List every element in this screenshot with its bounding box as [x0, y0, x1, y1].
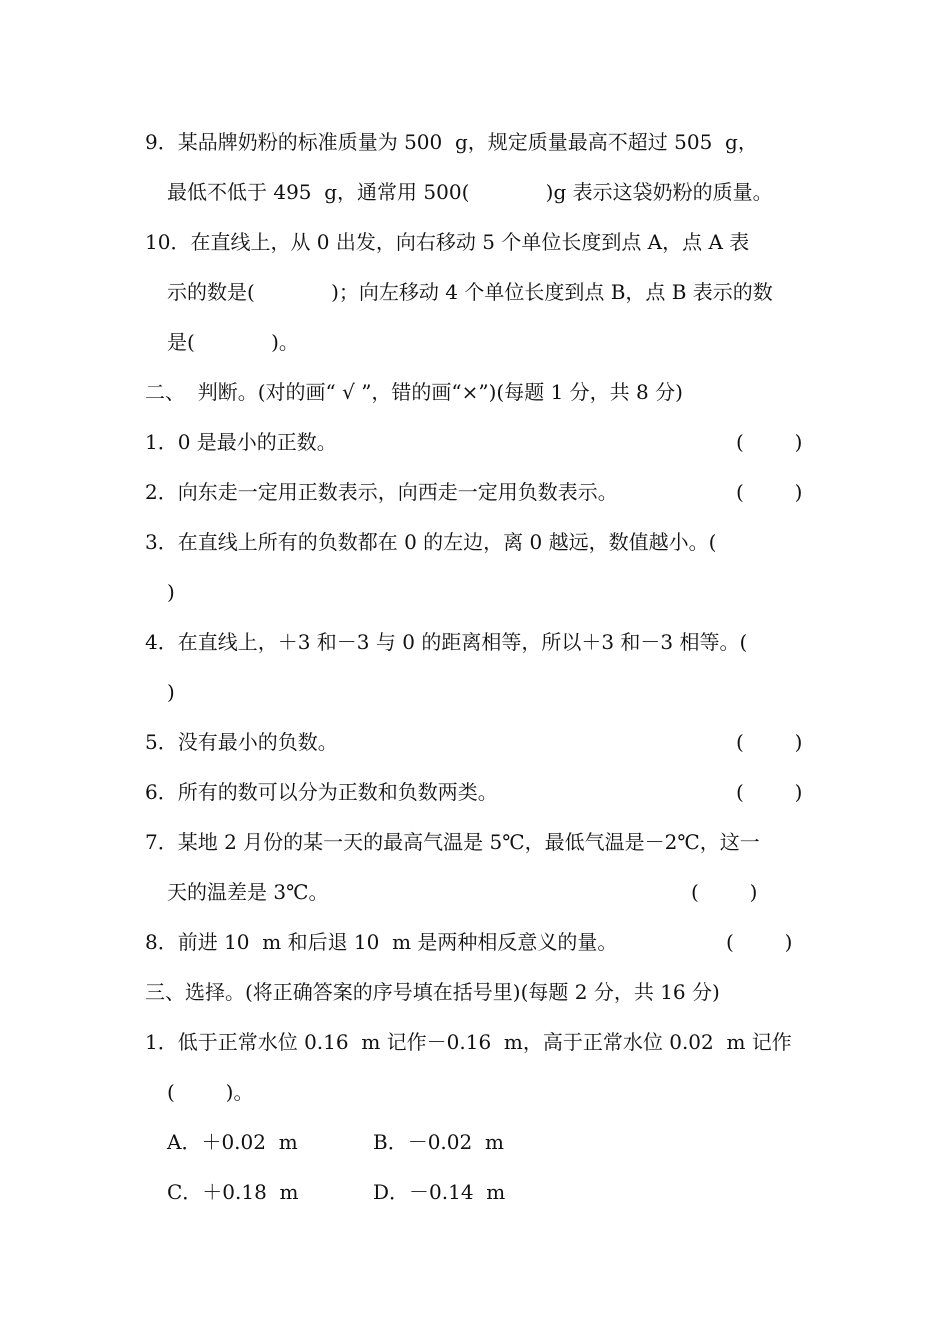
- judge-item-6: 6．所有的数可以分为正数和负数两类。: [145, 780, 498, 804]
- answer-bracket-1[interactable]: ( ): [736, 430, 803, 454]
- judge-item-1: 1．0 是最小的正数。: [145, 430, 337, 454]
- judge-item-4-bracket-close: ): [167, 680, 175, 704]
- q9-line2: 最低不低于 495 g，通常用 500( )g 表示这袋奶粉的质量。: [167, 180, 773, 204]
- judge-item-4: 4．在直线上，＋3 和－3 与 0 的距离相等，所以＋3 和－3 相等。(: [145, 630, 748, 654]
- section-heading-judge: 二、 判断。(对的画“ √ ”，错的画“×”)(每题 1 分，共 8 分): [145, 380, 683, 404]
- answer-bracket-7[interactable]: ( ): [691, 880, 758, 904]
- judge-item-2: 2．向东走一定用正数表示，向西走一定用负数表示。: [145, 480, 618, 504]
- answer-bracket-2[interactable]: ( ): [736, 480, 803, 504]
- answer-bracket-8[interactable]: ( ): [726, 930, 793, 954]
- judge-item-8: 8．前进 10 m 和后退 10 m 是两种相反意义的量。: [145, 930, 618, 954]
- judge-item-5: 5．没有最小的负数。: [145, 730, 338, 754]
- judge-item-3-bracket-close: ): [167, 580, 175, 604]
- q10-line3: 是( )。: [167, 330, 299, 354]
- judge-item-3: 3．在直线上所有的负数都在 0 的左边，离 0 越远，数值越小。(: [145, 530, 717, 554]
- option-b[interactable]: B．－0.02 m: [373, 1130, 504, 1154]
- q10-line1: 10．在直线上，从 0 出发，向右移动 5 个单位长度到点 A，点 A 表: [145, 230, 750, 254]
- section-heading-choice: 三、选择。(将正确答案的序号填在括号里)(每题 2 分，共 16 分): [145, 980, 720, 1004]
- judge-item-7: 7．某地 2 月份的某一天的最高气温是 5℃，最低气温是－2℃，这一: [145, 830, 760, 854]
- choice-q1-line1: 1．低于正常水位 0.16 m 记作－0.16 m，高于正常水位 0.02 m 记作: [145, 1030, 792, 1054]
- choice-q1-line2: ( )。: [167, 1080, 254, 1104]
- q10-line2: 示的数是( )；向左移动 4 个单位长度到点 B，点 B 表示的数: [167, 280, 773, 304]
- option-c[interactable]: C．＋0.18 m: [167, 1180, 299, 1204]
- answer-bracket-6[interactable]: ( ): [736, 780, 803, 804]
- option-d[interactable]: D．－0.14 m: [373, 1180, 506, 1204]
- option-a[interactable]: A．＋0.02 m: [167, 1130, 298, 1154]
- judge-item-7-cont: 天的温差是 3℃。: [167, 880, 329, 904]
- answer-bracket-5[interactable]: ( ): [736, 730, 803, 754]
- q9-line1: 9．某品牌奶粉的标准质量为 500 g，规定质量最高不超过 505 g，: [145, 130, 758, 154]
